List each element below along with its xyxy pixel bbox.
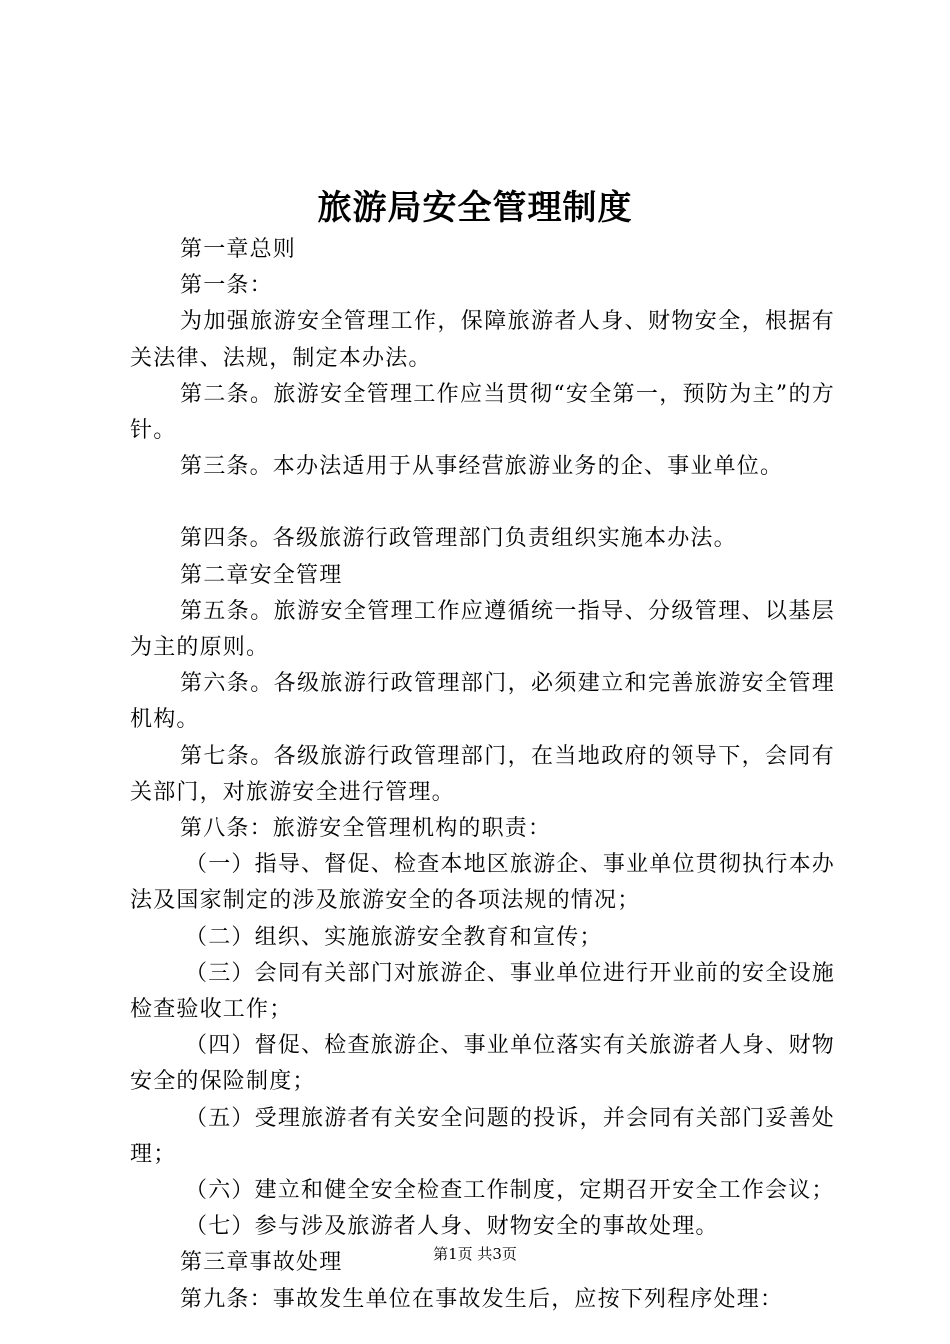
- paragraph: 第二条。旅游安全管理工作应当贯彻“安全第一，预防为主”的方针。: [130, 381, 835, 444]
- paragraph: 第三条。本办法适用于从事经营旅游业务的企、事业单位。: [180, 454, 784, 480]
- list-item: （三）会同有关部门对旅游企、事业单位进行开业前的安全设施检查验收工作；: [130, 960, 835, 1023]
- list-item: （五）受理旅游者有关安全问题的投诉，并会同有关部门妥善处理；: [130, 1105, 835, 1167]
- page-number: 第1页 共3页: [433, 1245, 517, 1263]
- paragraph: 第四条。各级旅游行政管理部门负责组织实施本办法。: [180, 526, 737, 552]
- list-item: （七）参与涉及旅游者人身、财物安全的事故处理。: [185, 1214, 719, 1240]
- paragraph: 第七条。各级旅游行政管理部门，在当地政府的领导下，会同有关部门，对旅游安全进行管理。: [130, 743, 835, 805]
- list-item: （四）督促、检查旅游企、事业单位落实有关旅游者人身、财物安全的保险制度；: [130, 1033, 835, 1095]
- document-body: [130, 232, 835, 1318]
- paragraph: 第六条。各级旅游行政管理部门，必须建立和完善旅游安全管理机构。: [130, 671, 835, 733]
- chapter-heading: 第二章安全管理: [180, 562, 343, 588]
- document-title: 旅游局安全管理制度: [317, 188, 633, 228]
- list-item: （二）组织、实施旅游安全教育和宣传；: [185, 924, 603, 950]
- article-heading: 第一条：: [180, 273, 273, 299]
- list-item: （六）建立和健全安全检查工作制度，定期召开安全工作会议；: [185, 1178, 835, 1204]
- chapter-heading: 第一章总则: [180, 237, 297, 262]
- paragraph: 第九条：事故发生单位在事故发生后，应按下列程序处理：: [180, 1286, 784, 1312]
- chapter-heading: 第三章事故处理: [180, 1250, 343, 1276]
- paragraph: 第八条：旅游安全管理机构的职责：: [180, 816, 552, 842]
- blank-line: [130, 485, 835, 521]
- paragraph: 第五条。旅游安全管理工作应遵循统一指导、分级管理、以基层为主的原则。: [130, 598, 835, 661]
- list-item: （一）指导、督促、检查本地区旅游企、事业单位贯彻执行本办法及国家制定的涉及旅游安全的各项法规的情况；: [130, 852, 835, 914]
- paragraph: 为加强旅游安全管理工作，保障旅游者人身、财物安全，根据有关法律、法规，制定本办法。: [130, 309, 835, 371]
